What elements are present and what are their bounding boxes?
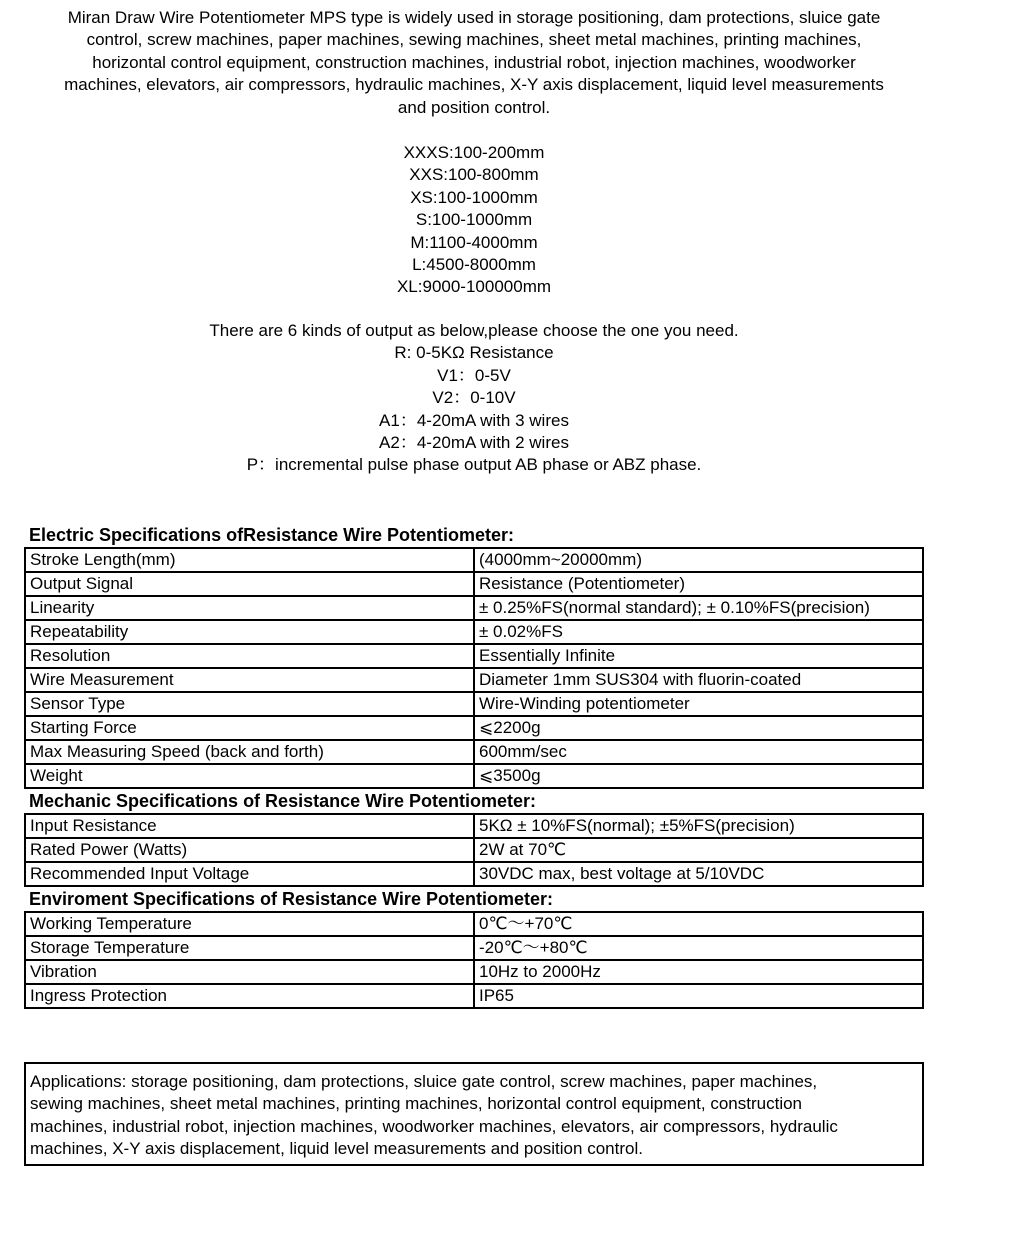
environment-spec-table — [24, 911, 924, 1009]
electric-spec-title: Electric Specifications ofResistance Wire Potentiometer: — [29, 525, 514, 545]
spec-label: Ingress Protection — [25, 984, 474, 1008]
output-item: A2：4-20mA with 2 wires — [379, 433, 569, 453]
output-item: R: 0-5KΩ Resistance — [394, 343, 554, 363]
stroke-range-item: XL:9000-100000mm — [396, 277, 552, 297]
spec-value: 5KΩ ± 10%FS(normal); ±5%FS(precision) — [474, 814, 923, 838]
table-row — [25, 668, 923, 692]
applications-line: Applications: storage positioning, dam protections, sluice gate control, screw machines, paper machines, — [30, 1072, 818, 1091]
intro-line: control, screw machines, paper machines, sewing machines, sheet metal machines, printing machines, — [86, 30, 862, 50]
table-row — [25, 572, 923, 596]
table-row — [25, 764, 923, 788]
spec-value: ± 0.02%FS — [474, 620, 923, 644]
spec-label: Storage Temperature — [25, 936, 474, 960]
spec-value: 2W at 70℃ — [474, 838, 923, 862]
output-item: A1：4-20mA with 3 wires — [379, 410, 569, 430]
spec-value: IP65 — [474, 984, 923, 1008]
output-heading: There are 6 kinds of output as below,please choose the one you need. — [209, 321, 739, 340]
mechanic-spec-title: Mechanic Specifications of Resistance Wire Potentiometer: — [29, 791, 536, 811]
spec-value: (4000mm~20000mm) — [474, 548, 923, 572]
table-row — [25, 814, 923, 838]
applications-box — [24, 1062, 924, 1166]
spec-value: Resistance (Potentiometer) — [474, 572, 923, 596]
spec-value: Diameter 1mm SUS304 with fluorin-coated — [474, 668, 923, 692]
spec-value: 10Hz to 2000Hz — [474, 960, 923, 984]
intro-line: machines, elevators, air compressors, hydraulic machines, X-Y axis displacement, liquid level measurements — [64, 75, 884, 95]
table-row — [25, 960, 923, 984]
spec-label: Weight — [25, 764, 474, 788]
electric-spec-table — [24, 547, 924, 789]
applications-line: machines, industrial robot, injection machines, woodworker machines, elevators, air compressors, hydraulic — [30, 1116, 838, 1136]
spec-label: Input Resistance — [25, 814, 474, 838]
stroke-range-item: XS:100-1000mm — [410, 187, 538, 207]
table-row — [25, 620, 923, 644]
table-row — [25, 548, 923, 572]
spec-label: Wire Measurement — [25, 668, 474, 692]
output-item: V1：0-5V — [437, 365, 511, 385]
output-item: V2：0-10V — [432, 388, 516, 408]
spec-label: Repeatability — [25, 620, 474, 644]
spec-label: Working Temperature — [25, 912, 474, 936]
table-row — [25, 596, 923, 620]
spec-label: Recommended Input Voltage — [25, 862, 474, 886]
spec-label: Starting Force — [25, 716, 474, 740]
spec-value: 600mm/sec — [474, 740, 923, 764]
stroke-range-item: L:4500-8000mm — [412, 255, 536, 275]
table-row — [25, 716, 923, 740]
specifications — [24, 523, 922, 1009]
spec-value: Wire-Winding potentiometer — [474, 692, 923, 716]
spec-value: 0℃～+70℃ — [474, 912, 923, 936]
spec-label: Max Measuring Speed (back and forth) — [25, 740, 474, 764]
spec-value: -20℃～+80℃ — [474, 936, 923, 960]
applications-line: machines, X-Y axis displacement, liquid level measurements and position control. — [30, 1139, 643, 1159]
spec-value: ± 0.25%FS(normal standard); ± 0.10%FS(precision) — [474, 596, 923, 620]
spec-value: ⩽2200g — [474, 716, 923, 740]
output-item: P：incremental pulse phase output AB phase or ABZ phase. — [246, 455, 702, 475]
table-row — [25, 912, 923, 936]
stroke-range-item: XXS:100-800mm — [409, 165, 539, 185]
stroke-range-list — [24, 142, 924, 299]
spec-label: Resolution — [25, 644, 474, 668]
stroke-range-item: XXXS:100-200mm — [403, 143, 545, 162]
spec-label: Output Signal — [25, 572, 474, 596]
stroke-range-item: S:100-1000mm — [415, 210, 533, 230]
table-row — [25, 740, 923, 764]
spec-label: Stroke Length(mm) — [25, 548, 474, 572]
table-row — [25, 692, 923, 716]
intro-line: and position control. — [397, 97, 551, 117]
environment-spec-title: Enviroment Specifications of Resistance Wire Potentiometer: — [29, 889, 553, 909]
applications-line: sewing machines, sheet metal machines, printing machines, horizontal control equipment, construction — [30, 1094, 803, 1114]
stroke-range-item: M:1100-4000mm — [410, 232, 538, 252]
table-row — [25, 984, 923, 1008]
spec-value: 30VDC max, best voltage at 5/10VDC — [474, 862, 923, 886]
table-row — [25, 862, 923, 886]
spec-label: Rated Power (Watts) — [25, 838, 474, 862]
intro-line: Miran Draw Wire Potentiometer MPS type is widely used in storage positioning, dam protections, sluice gate — [67, 8, 881, 27]
output-options — [24, 320, 924, 477]
spec-value: ⩽3500g — [474, 764, 923, 788]
intro-paragraph — [24, 7, 924, 119]
table-row — [25, 644, 923, 668]
intro-line: horizontal control equipment, construction machines, industrial robot, injection machines, woodworker — [92, 52, 856, 72]
spec-label: Linearity — [25, 596, 474, 620]
table-row — [25, 838, 923, 862]
table-row — [25, 936, 923, 960]
spec-value: Essentially Infinite — [474, 644, 923, 668]
mechanic-spec-table — [24, 813, 924, 887]
spec-label: Vibration — [25, 960, 474, 984]
spec-label: Sensor Type — [25, 692, 474, 716]
